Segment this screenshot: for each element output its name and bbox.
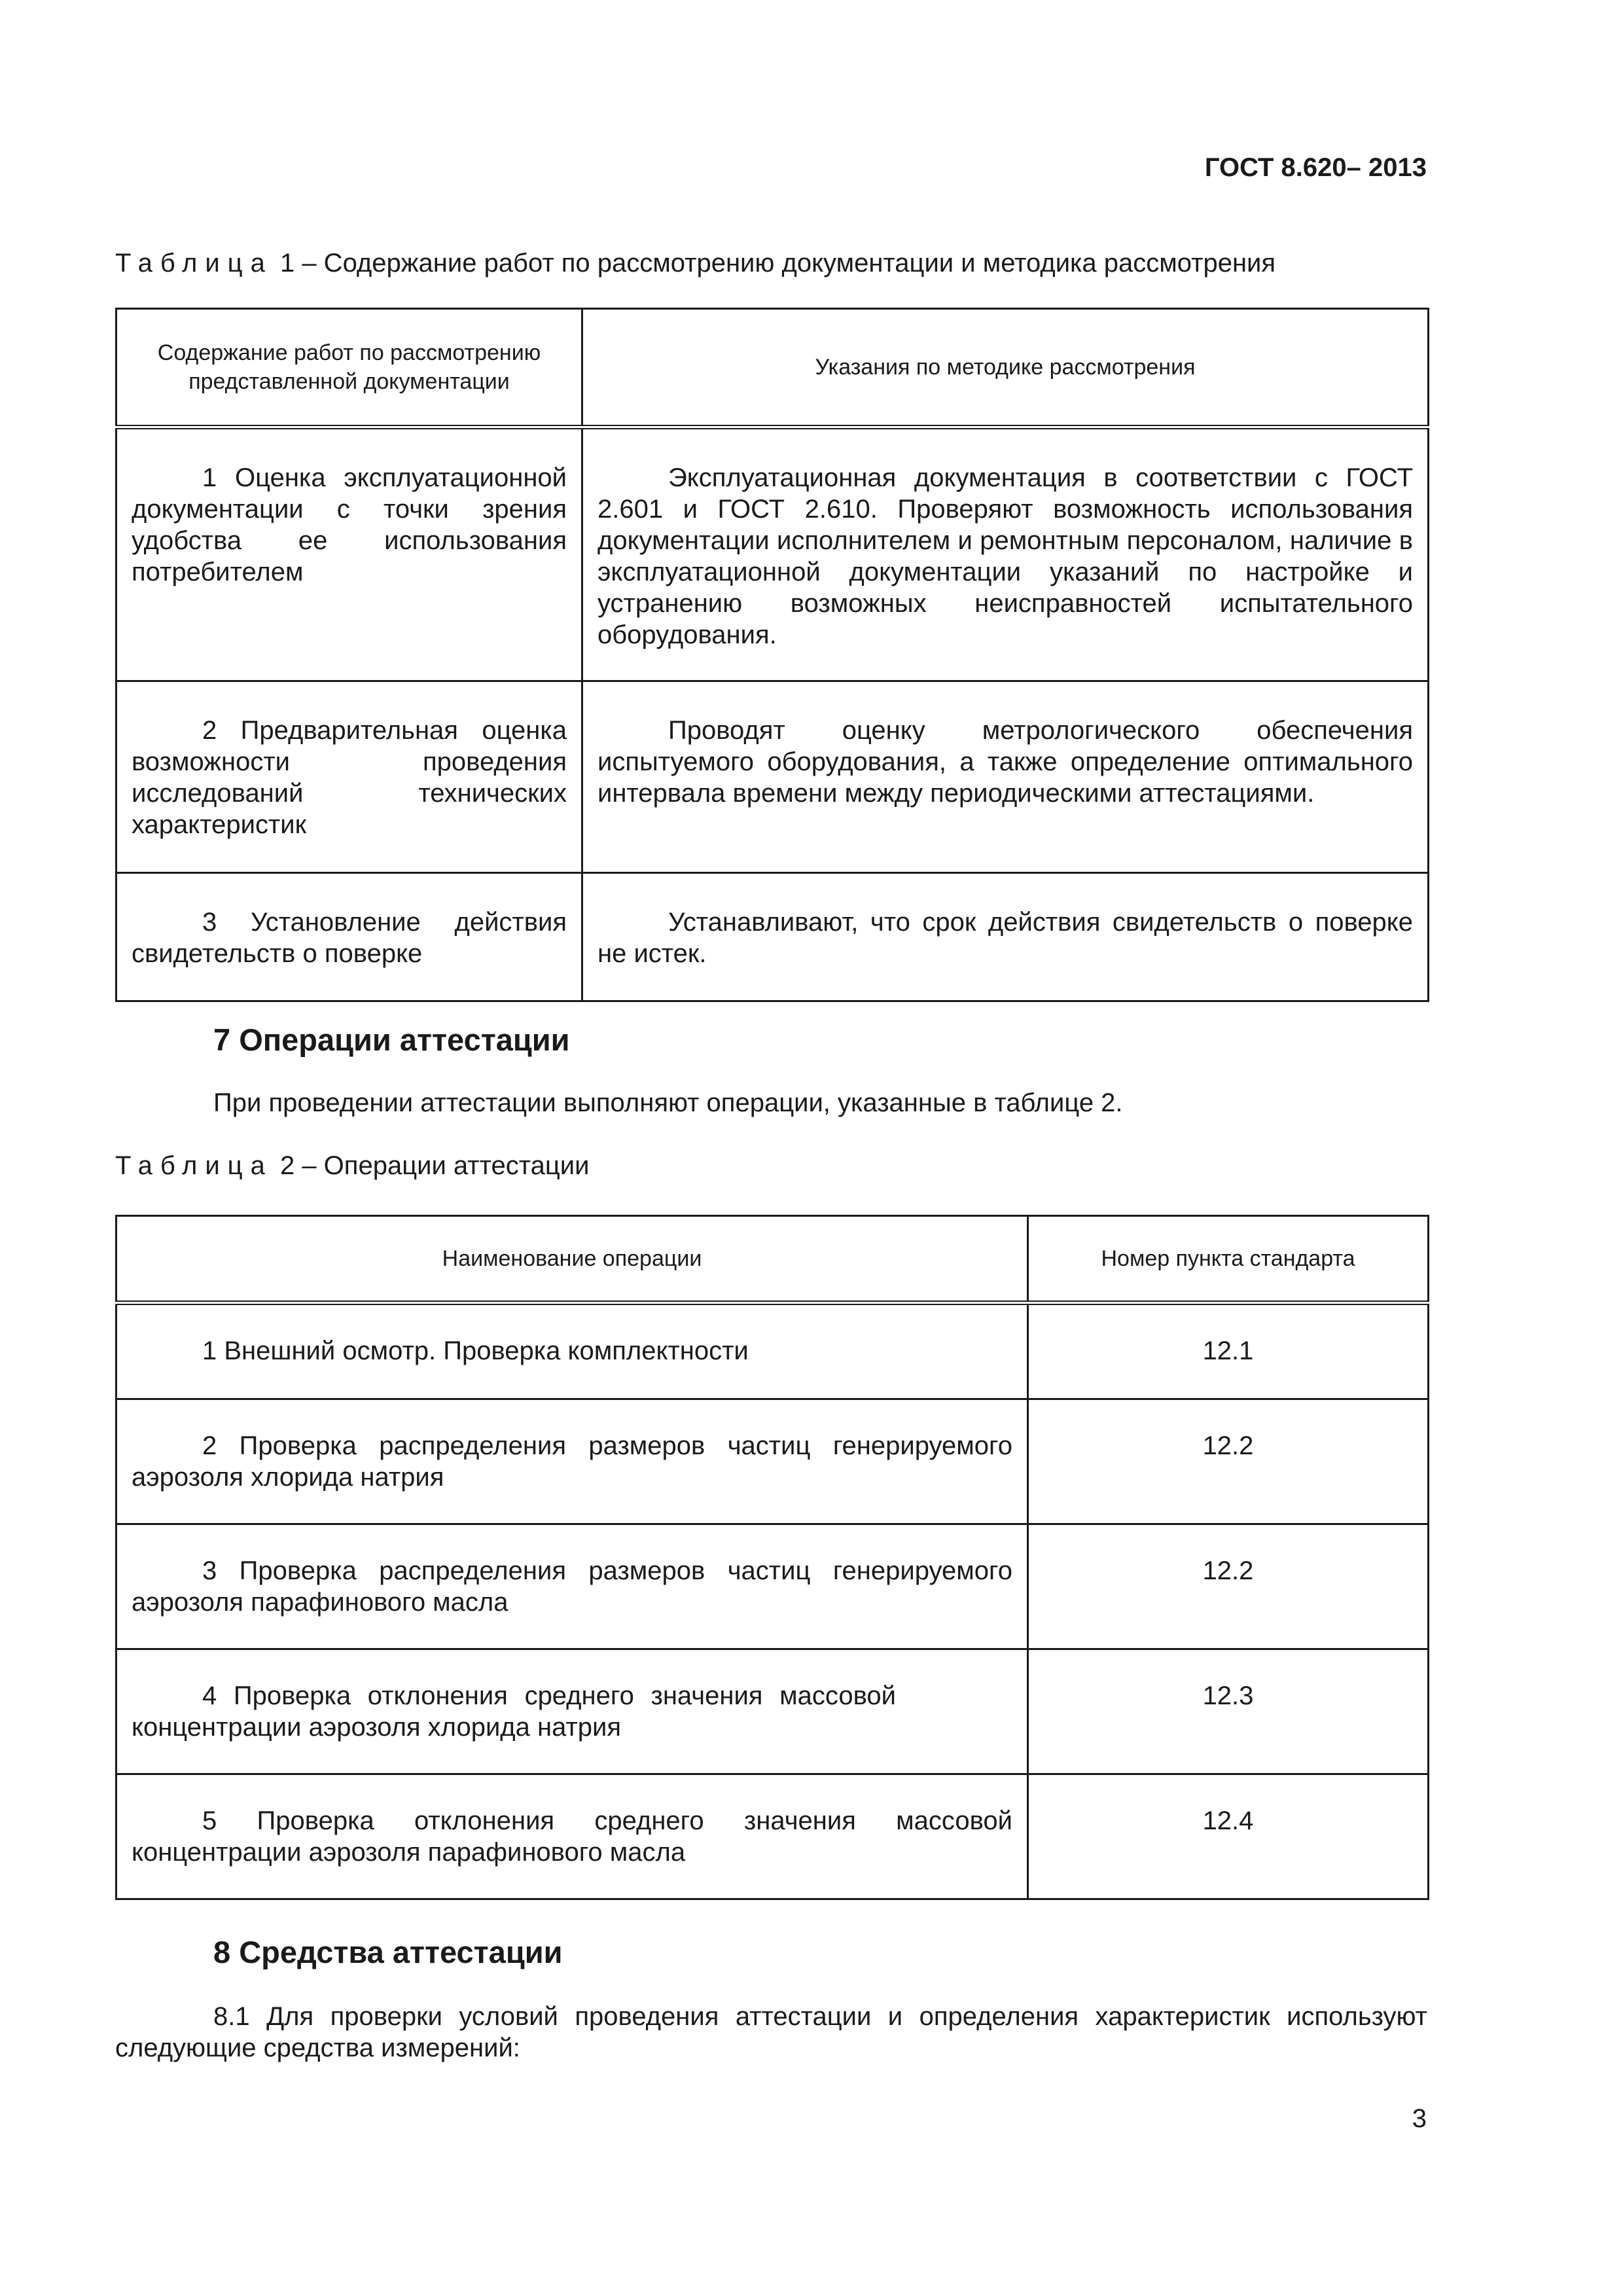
- table2-cell-operation: 2 Проверка распределения размеров частиц генерируемого аэрозоля хлорида натрия: [116, 1399, 1028, 1524]
- table1-cell-method: Устанавливают, что срок действия свидетельств о поверке не истек.: [582, 873, 1429, 1001]
- table2-header-operation: Наименование операции: [116, 1216, 1028, 1303]
- table1-header-row: [116, 309, 1429, 427]
- table2-caption: [115, 1150, 589, 1181]
- table-row: [116, 1399, 1429, 1524]
- table2-header-row: [116, 1216, 1429, 1303]
- table1-header-work: Содержание работ по рассмотрению представленной документации: [116, 309, 582, 427]
- document-code: ГОСТ 8.620– 2013: [1204, 153, 1427, 182]
- table1-cell-work: 1 Оценка эксплуатационной документации с точки зрения удобства ее использования потребителем: [116, 427, 582, 681]
- table-row: [116, 1649, 1429, 1774]
- page-number: 3: [1412, 2104, 1427, 2133]
- table1-caption: [115, 247, 1275, 279]
- table1: [115, 308, 1429, 1002]
- table-row: [116, 681, 1429, 873]
- table2-cell-operation: 3 Проверка распределения размеров частиц генерируемого аэрозоля парафинового масла: [116, 1524, 1028, 1649]
- table-row: [116, 427, 1429, 681]
- table2-cell-operation: 1 Внешний осмотр. Проверка комплектности: [116, 1303, 1028, 1399]
- table2-cell-operation: 5 Проверка отклонения среднего значения массовой концентрации аэрозоля парафинового масла: [116, 1774, 1028, 1899]
- section7-title: 7 Операции аттестации: [213, 1022, 570, 1057]
- section8-title: 8 Средства аттестации: [213, 1935, 563, 1969]
- table2-caption-text: 2 – Операции аттестации: [272, 1151, 590, 1180]
- table2-cell-clause: 12.2: [1028, 1524, 1429, 1649]
- section8-paragraph: 8.1 Для проверки условий проведения аттестации и определения характеристик используют следующие средства измерений:: [115, 2002, 1427, 2062]
- table1-cell-work: 2 Предварительная оценка возможности проведения исследований технических характеристик: [116, 681, 582, 873]
- table-row: [116, 1524, 1429, 1649]
- table1-cell-method: Эксплуатационная документация в соответствии с ГОСТ 2.601 и ГОСТ 2.610. Проверяют возможность использования документации исполнителем и ремонтным персоналом, наличие в эксплуатационной документации указаний по настройке и устранению возможных неисправностей испытательного оборудования.: [582, 427, 1429, 681]
- table-row: [116, 1303, 1429, 1399]
- table1-cell-work: 3 Установление действия свидетельств о поверке: [116, 873, 582, 1001]
- table1-cell-method: Проводят оценку метрологического обеспечения испытуемого оборудования, а также определение оптимального интервала времени между периодическими аттестациями.: [582, 681, 1429, 873]
- table2-header-clause: Номер пункта стандарта: [1028, 1216, 1429, 1303]
- table2: [115, 1215, 1429, 1900]
- table2-cell-clause: 12.3: [1028, 1649, 1429, 1774]
- table-row: [116, 1774, 1429, 1899]
- table2-cell-clause: 12.4: [1028, 1774, 1429, 1899]
- table2-cell-clause: 12.2: [1028, 1399, 1429, 1524]
- table1-header-method: Указания по методике рассмотрения: [582, 309, 1429, 427]
- table1-caption-text: 1 – Содержание работ по рассмотрению документации и методика рассмотрения: [272, 249, 1276, 278]
- table2-cell-clause: 12.1: [1028, 1303, 1429, 1399]
- table2-caption-word: Таблица: [115, 1151, 273, 1180]
- table2-cell-operation: 4 Проверка отклонения среднего значения массовой концентрации аэрозоля хлорида натрия: [116, 1649, 1028, 1774]
- table1-caption-word: Таблица: [115, 249, 273, 278]
- section7-paragraph: При проведении аттестации выполняют операции, указанные в таблице 2.: [213, 1088, 1123, 1117]
- table-row: [116, 873, 1429, 1001]
